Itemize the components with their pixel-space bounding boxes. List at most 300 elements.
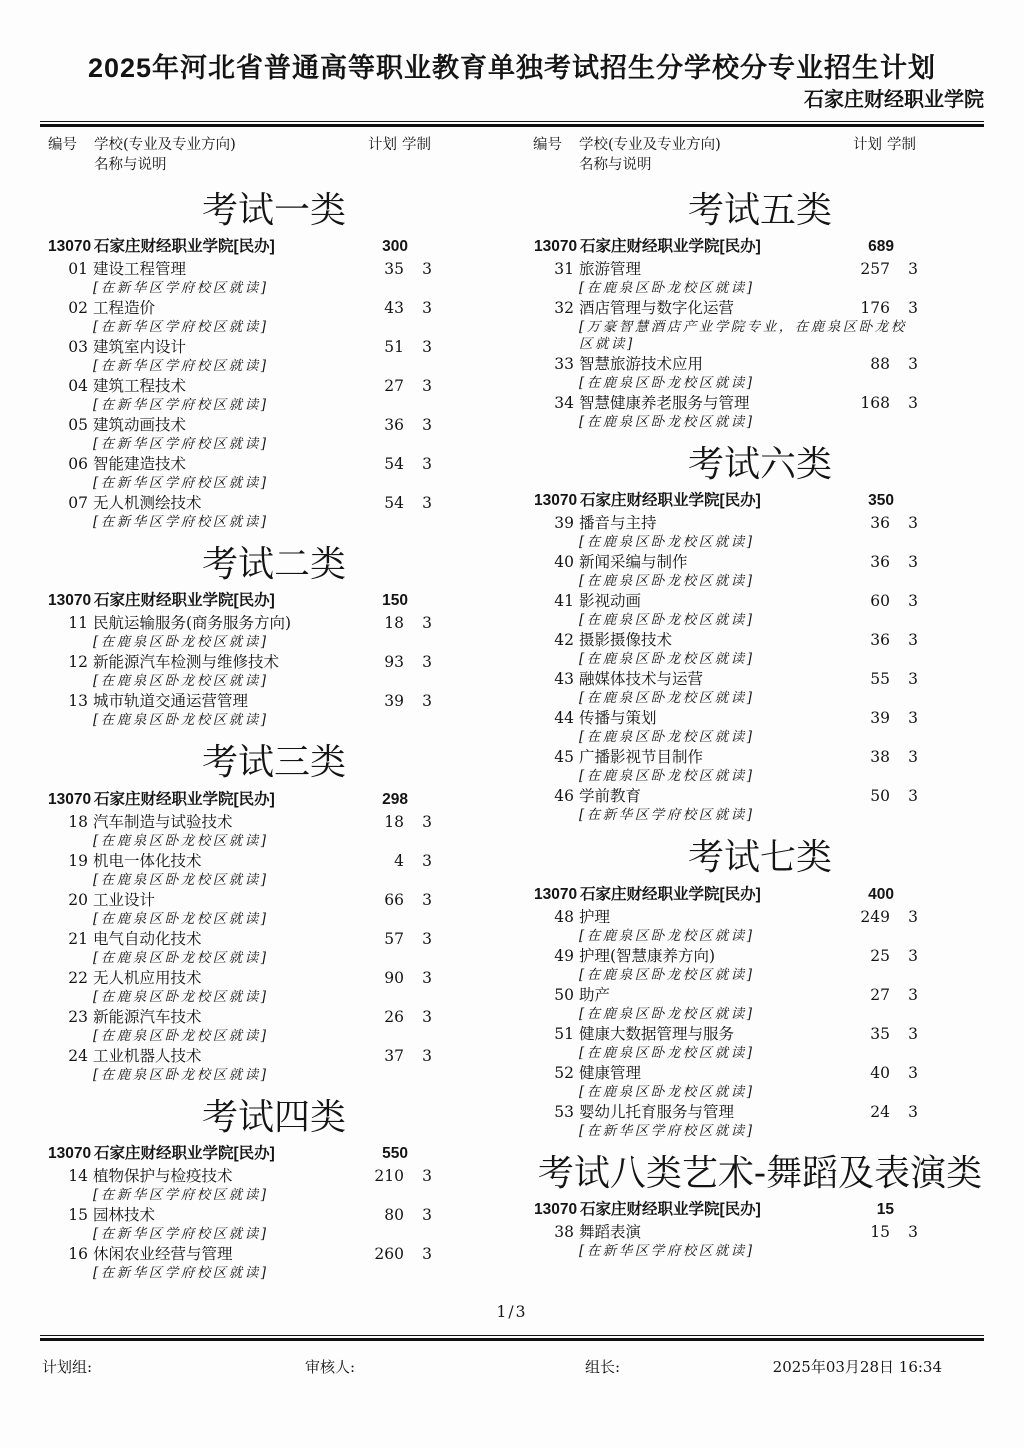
section-title: 考试五类 (687, 189, 832, 231)
major-duration: 3 (908, 907, 918, 926)
major-duration: 3 (908, 631, 918, 650)
major-line (48, 299, 500, 318)
campus-note: [在鹿泉区卧龙校区就读] (579, 573, 755, 590)
campus-note: [在新华区学府校区就读] (579, 807, 755, 824)
major-plan-count: 50 (870, 787, 890, 806)
major-duration: 3 (908, 1063, 918, 1082)
major-name: 建设工程管理 (93, 259, 187, 278)
campus-note: [在新华区学府校区就读] (93, 435, 269, 452)
page-number: 1/3 (496, 1303, 528, 1321)
major-number: 48 (554, 907, 574, 926)
major-line (48, 891, 500, 910)
major-line (48, 1167, 500, 1186)
campus-note: [在新华区学府校区就读] (93, 357, 269, 374)
reviewer-label: 审核人: (305, 1358, 356, 1376)
school-total-plan: 350 (868, 492, 894, 510)
major-duration: 3 (422, 692, 432, 711)
major-duration: 3 (422, 1167, 432, 1186)
major-plan-count: 249 (860, 907, 890, 926)
major-entry (48, 692, 500, 730)
major-duration: 3 (422, 493, 432, 512)
major-number: 12 (68, 653, 88, 672)
major-entry (48, 930, 500, 968)
header-plan-label: 计划 (368, 137, 397, 154)
major-number: 15 (68, 1206, 88, 1225)
school-name: 石家庄财经职业学院[民办] (94, 790, 275, 808)
major-name: 传播与策划 (579, 709, 657, 728)
major-plan-count: 39 (870, 709, 890, 728)
school-row (48, 591, 500, 611)
leader-label: 组长: (585, 1358, 621, 1376)
major-name: 新能源汽车检测与维修技术 (93, 653, 280, 672)
major-entry (534, 748, 986, 786)
school-row (534, 885, 986, 905)
major-entry (48, 852, 500, 890)
major-name: 旅游管理 (579, 259, 642, 278)
school-total-plan: 298 (382, 790, 408, 808)
major-line (48, 377, 500, 396)
major-entry (48, 614, 500, 652)
campus-note: [在鹿泉区卧龙校区就读] (579, 927, 755, 944)
school-row (48, 1144, 500, 1164)
major-line (48, 692, 500, 711)
major-line (534, 748, 986, 767)
campus-note: [在新华区学府校区就读] (579, 1243, 755, 1260)
major-entry (48, 1167, 500, 1205)
footer-rule (40, 1335, 984, 1341)
major-line (534, 1223, 986, 1242)
major-plan-count: 4 (394, 851, 404, 870)
major-plan-count: 35 (384, 259, 404, 278)
major-entry (534, 355, 986, 393)
school-code: 13070 (534, 237, 578, 255)
major-entry (534, 787, 986, 825)
campus-note: [在鹿泉区卧龙校区就读] (93, 712, 269, 729)
major-plan-count: 257 (860, 259, 890, 278)
exam-category-section (48, 1097, 500, 1283)
major-number: 53 (554, 1102, 574, 1121)
major-plan-count: 37 (384, 1046, 404, 1065)
major-list (534, 514, 986, 825)
major-line (48, 416, 500, 435)
major-number: 06 (68, 454, 88, 473)
major-number: 34 (554, 393, 574, 412)
major-plan-count: 90 (384, 968, 404, 987)
major-duration: 3 (908, 1223, 918, 1242)
major-entry (534, 592, 986, 630)
major-number: 03 (68, 337, 88, 356)
major-plan-count: 36 (870, 514, 890, 533)
campus-note: [在新华区学府校区就读] (93, 279, 269, 296)
school-total-plan: 550 (382, 1145, 408, 1163)
major-duration: 3 (422, 1206, 432, 1225)
campus-note: [在鹿泉区卧龙校区就读] (93, 871, 269, 888)
major-entry (534, 1025, 986, 1063)
major-entry (48, 377, 500, 415)
major-number: 07 (68, 493, 88, 512)
left-column (48, 178, 500, 1285)
major-number: 44 (554, 709, 574, 728)
school-name: 石家庄财经职业学院[民办] (580, 237, 761, 255)
campus-note: [在鹿泉区卧龙校区就读] (579, 374, 755, 391)
major-plan-count: 38 (870, 748, 890, 767)
major-line (534, 299, 986, 318)
major-number: 24 (68, 1046, 88, 1065)
campus-note: [在新华区学府校区就读] (93, 1187, 269, 1204)
major-number: 38 (554, 1223, 574, 1242)
major-number: 49 (554, 946, 574, 965)
major-entry (48, 1245, 500, 1283)
major-entry (48, 653, 500, 691)
major-name: 植物保护与检疫技术 (93, 1167, 233, 1186)
major-line (534, 709, 986, 728)
major-entry (48, 416, 500, 454)
major-number: 46 (554, 787, 574, 806)
school-name: 石家庄财经职业学院[民办] (580, 492, 761, 510)
major-plan-count: 40 (870, 1063, 890, 1082)
major-name: 汽车制造与试验技术 (93, 812, 233, 831)
major-list (48, 260, 500, 532)
major-entry (534, 260, 986, 298)
major-line (48, 338, 500, 357)
campus-note: [在鹿泉区卧龙校区就读] (579, 966, 755, 983)
major-line (48, 1047, 500, 1066)
major-number: 01 (68, 259, 88, 278)
school-total-plan: 400 (868, 885, 894, 903)
major-plan-count: 43 (384, 298, 404, 317)
section-title: 考试三类 (201, 742, 346, 784)
major-plan-count: 80 (384, 1206, 404, 1225)
major-number: 43 (554, 670, 574, 689)
school-name: 石家庄财经职业学院[民办] (580, 885, 761, 903)
major-entry (534, 709, 986, 747)
school-code: 13070 (48, 592, 92, 610)
major-number: 05 (68, 415, 88, 434)
major-entry (48, 260, 500, 298)
major-duration: 3 (422, 1007, 432, 1026)
major-plan-count: 54 (384, 454, 404, 473)
header-rule (40, 121, 984, 127)
major-name: 健康管理 (579, 1063, 642, 1082)
section-title: 考试八类艺术-舞蹈及表演类 (537, 1152, 983, 1194)
major-plan-count: 57 (384, 929, 404, 948)
major-name: 酒店管理与数字化运营 (579, 298, 735, 317)
major-list (48, 614, 500, 730)
major-name: 无人机测绘技术 (93, 493, 202, 512)
major-number: 23 (68, 1007, 88, 1026)
section-title: 考试七类 (687, 837, 832, 879)
major-number: 20 (68, 890, 88, 909)
major-duration: 3 (908, 748, 918, 767)
major-name: 广播影视节目制作 (579, 748, 704, 767)
major-duration: 3 (908, 946, 918, 965)
major-duration: 3 (422, 851, 432, 870)
major-name: 舞蹈表演 (579, 1223, 642, 1242)
major-line (48, 614, 500, 633)
school-total-plan: 15 (876, 1201, 894, 1219)
major-entry (534, 670, 986, 708)
header-plan-label: 计划 (853, 137, 882, 154)
major-duration: 3 (908, 259, 918, 278)
table-column-headers (40, 136, 984, 175)
campus-note: [在鹿泉区卧龙校区就读] (93, 949, 269, 966)
section-title: 考试二类 (201, 543, 346, 585)
campus-note: [万豪智慧酒店产业学院专业，在鹿泉区卧龙校区就读] (579, 318, 907, 352)
major-entry (534, 908, 986, 946)
school-code: 13070 (48, 1145, 92, 1163)
column-header-right (533, 136, 984, 175)
major-plan-count: 15 (870, 1223, 890, 1242)
major-entry (48, 969, 500, 1007)
major-name: 助产 (579, 985, 611, 1004)
major-duration: 3 (422, 1046, 432, 1065)
major-line (534, 1025, 986, 1044)
major-line (48, 1008, 500, 1027)
major-name: 新能源汽车技术 (93, 1007, 202, 1026)
major-duration: 3 (422, 376, 432, 395)
major-name: 融媒体技术与运营 (579, 670, 704, 689)
major-line (534, 355, 986, 374)
major-plan-count: 168 (860, 393, 890, 412)
major-duration: 3 (908, 1102, 918, 1121)
major-duration: 3 (908, 553, 918, 572)
major-name: 护理 (579, 907, 611, 926)
major-name: 机电一体化技术 (93, 851, 202, 870)
major-duration: 3 (422, 929, 432, 948)
major-name: 新闻采编与制作 (579, 553, 688, 572)
major-plan-count: 55 (870, 670, 890, 689)
major-entry (534, 394, 986, 432)
major-duration: 3 (422, 614, 432, 633)
school-code: 13070 (534, 885, 578, 903)
campus-note: [在鹿泉区卧龙校区就读] (93, 910, 269, 927)
school-total-plan: 300 (382, 237, 408, 255)
major-duration: 3 (908, 393, 918, 412)
major-number: 19 (68, 851, 88, 870)
major-plan-count: 260 (374, 1245, 404, 1264)
school-code: 13070 (534, 492, 578, 510)
school-code: 13070 (534, 1201, 578, 1219)
major-entry (48, 299, 500, 337)
major-plan-count: 54 (384, 493, 404, 512)
major-duration: 3 (422, 337, 432, 356)
campus-note: [在鹿泉区卧龙校区就读] (93, 673, 269, 690)
major-entry (48, 494, 500, 532)
major-number: 51 (554, 1024, 574, 1043)
major-duration: 3 (422, 1245, 432, 1264)
major-duration: 3 (908, 985, 918, 1004)
campus-note: [在新华区学府校区就读] (93, 1265, 269, 1282)
campus-note: [在鹿泉区卧龙校区就读] (93, 634, 269, 651)
campus-note: [在新华区学府校区就读] (579, 1122, 755, 1139)
school-code: 13070 (48, 790, 92, 808)
section-title: 考试四类 (201, 1096, 346, 1138)
major-duration: 3 (908, 670, 918, 689)
major-entry (48, 338, 500, 376)
campus-note: [在鹿泉区卧龙校区就读] (579, 690, 755, 707)
major-number: 52 (554, 1063, 574, 1082)
major-entry (534, 553, 986, 591)
school-name: 石家庄财经职业学院[民办] (94, 237, 275, 255)
header-name-line2: 名称与说明 (94, 156, 167, 173)
campus-note: [在鹿泉区卧龙校区就读] (579, 413, 755, 430)
major-name: 学前教育 (579, 787, 642, 806)
major-name: 婴幼儿托育服务与管理 (579, 1102, 735, 1121)
major-line (48, 813, 500, 832)
major-entry (48, 891, 500, 929)
major-number: 31 (554, 259, 574, 278)
major-line (534, 908, 986, 927)
major-name: 园林技术 (93, 1206, 156, 1225)
major-duration: 3 (422, 890, 432, 909)
major-entry (534, 986, 986, 1024)
section-title: 考试一类 (201, 189, 346, 231)
campus-note: [在新华区学府校区就读] (93, 1226, 269, 1243)
major-duration: 3 (908, 514, 918, 533)
major-name: 播音与主持 (579, 514, 657, 533)
major-line (534, 553, 986, 572)
major-line (48, 494, 500, 513)
exam-category-section (534, 444, 986, 825)
major-duration: 3 (908, 354, 918, 373)
campus-note: [在鹿泉区卧龙校区就读] (579, 1044, 755, 1061)
major-name: 智能建造技术 (93, 454, 187, 473)
major-line (534, 394, 986, 413)
header-name-line2: 名称与说明 (579, 156, 652, 173)
header-name-label (577, 136, 826, 175)
major-name: 工程造价 (93, 298, 156, 317)
major-number: 41 (554, 592, 574, 611)
major-line (534, 947, 986, 966)
major-name: 电气自动化技术 (93, 929, 202, 948)
major-duration: 3 (908, 1024, 918, 1043)
campus-note: [在鹿泉区卧龙校区就读] (579, 1083, 755, 1100)
major-line (534, 1064, 986, 1083)
campus-note: [在鹿泉区卧龙校区就读] (93, 1066, 269, 1083)
header-duration-label: 学制 (887, 137, 916, 154)
major-entry (48, 1206, 500, 1244)
campus-note: [在鹿泉区卧龙校区就读] (579, 1005, 755, 1022)
major-name: 工业机器人技术 (93, 1046, 202, 1065)
school-subtitle: 石家庄财经职业学院 (804, 89, 984, 112)
header-name-line1: 学校(专业及专业方向) (579, 137, 721, 154)
school-code: 13070 (48, 237, 92, 255)
major-plan-count: 60 (870, 592, 890, 611)
signature-row (40, 1356, 984, 1378)
major-line (534, 1103, 986, 1122)
major-duration: 3 (422, 968, 432, 987)
major-line (534, 631, 986, 650)
major-number: 22 (68, 968, 88, 987)
major-entry (534, 1223, 986, 1261)
major-name: 建筑动画技术 (93, 415, 187, 434)
school-row (534, 1200, 986, 1220)
major-entry (48, 1008, 500, 1046)
major-number: 42 (554, 631, 574, 650)
major-number: 50 (554, 985, 574, 1004)
school-row (534, 237, 986, 257)
major-line (534, 986, 986, 1005)
major-list (48, 1167, 500, 1283)
major-number: 11 (68, 614, 88, 633)
campus-note: [在新华区学府校区就读] (93, 396, 269, 413)
major-plan-count: 35 (870, 1024, 890, 1043)
school-row (48, 237, 500, 257)
major-number: 13 (68, 692, 88, 711)
content-columns (40, 178, 984, 1285)
major-plan-count: 24 (870, 1102, 890, 1121)
campus-note: [在鹿泉区卧龙校区就读] (93, 1027, 269, 1044)
major-plan-count: 93 (384, 653, 404, 672)
major-number: 21 (68, 929, 88, 948)
major-entry (534, 299, 986, 354)
section-title: 考试六类 (687, 443, 832, 485)
campus-note: [在鹿泉区卧龙校区就读] (93, 988, 269, 1005)
major-line (534, 514, 986, 533)
major-name: 护理(智慧康养方向) (579, 946, 716, 965)
page-title: 2025年河北省普通高等职业教育单独考试招生分学校分专业招生计划 (87, 53, 937, 83)
exam-category-section (48, 544, 500, 730)
major-number: 04 (68, 376, 88, 395)
header-name-label (92, 136, 341, 175)
major-name: 城市轨道交通运营管理 (93, 692, 249, 711)
major-duration: 3 (908, 709, 918, 728)
major-duration: 3 (422, 298, 432, 317)
major-number: 39 (554, 514, 574, 533)
major-name: 民航运输服务(商务服务方向) (93, 614, 292, 633)
major-plan-count: 36 (384, 415, 404, 434)
major-plan-count: 25 (870, 946, 890, 965)
major-line (48, 455, 500, 474)
major-plan-count: 210 (374, 1167, 404, 1186)
major-line (48, 930, 500, 949)
major-number: 14 (68, 1167, 88, 1186)
major-line (48, 260, 500, 279)
major-plan-count: 26 (384, 1007, 404, 1026)
major-line (534, 592, 986, 611)
major-name: 摄影摄像技术 (579, 631, 673, 650)
major-duration: 3 (422, 812, 432, 831)
major-list (48, 813, 500, 1085)
major-entry (534, 1103, 986, 1141)
major-plan-count: 18 (384, 812, 404, 831)
major-plan-count: 18 (384, 614, 404, 633)
header-code-label: 编号 (48, 137, 77, 154)
major-plan-count: 39 (384, 692, 404, 711)
exam-category-section (534, 190, 986, 432)
major-name: 智慧旅游技术应用 (579, 354, 704, 373)
campus-note: [在鹿泉区卧龙校区就读] (579, 768, 755, 785)
campus-note: [在鹿泉区卧龙校区就读] (579, 612, 755, 629)
major-list (534, 260, 986, 432)
exam-category-section (48, 190, 500, 532)
major-line (48, 969, 500, 988)
major-entry (534, 947, 986, 985)
major-duration: 3 (908, 298, 918, 317)
major-duration: 3 (422, 259, 432, 278)
right-column (534, 178, 986, 1263)
major-entry (48, 455, 500, 493)
major-entry (48, 1047, 500, 1085)
major-list (534, 1223, 986, 1261)
school-total-plan: 689 (868, 237, 894, 255)
major-name: 建筑室内设计 (93, 337, 187, 356)
school-name: 石家庄财经职业学院[民办] (94, 1145, 275, 1163)
major-duration: 3 (422, 415, 432, 434)
campus-note: [在新华区学府校区就读] (93, 318, 269, 335)
plan-group-label: 计划组: (42, 1358, 93, 1376)
major-duration: 3 (908, 592, 918, 611)
